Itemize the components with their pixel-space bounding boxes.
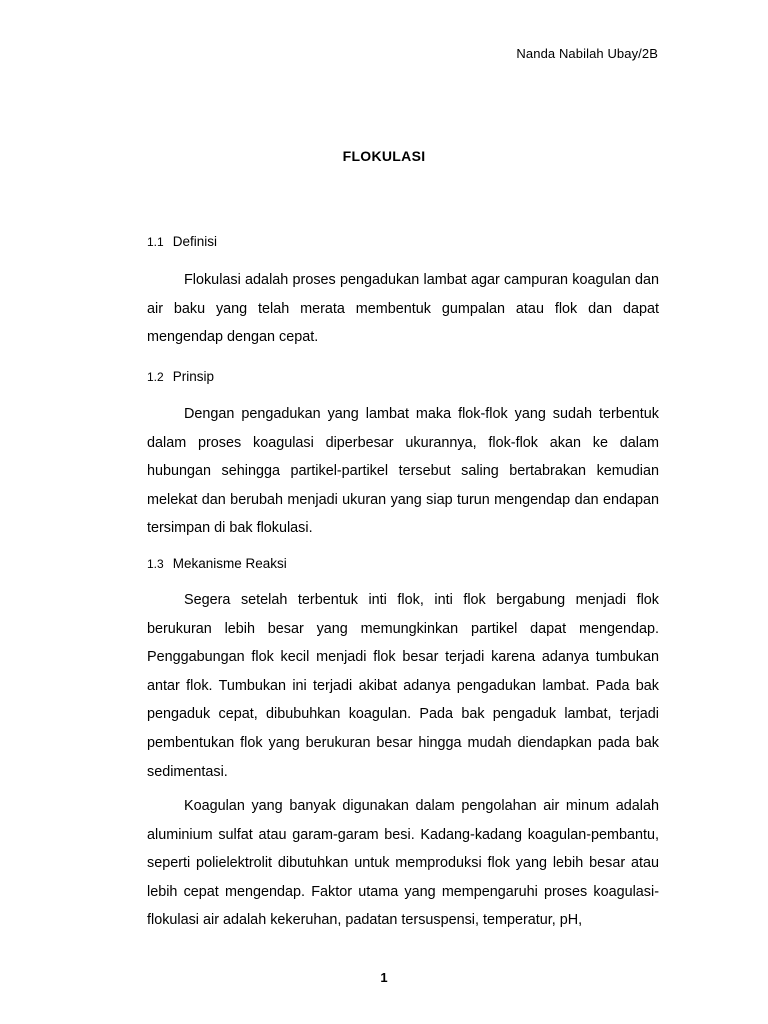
section-title: Mekanisme Reaksi: [172, 556, 287, 571]
page-number: 1: [380, 970, 388, 985]
section-title: Definisi: [172, 234, 218, 249]
section-body-mekanisme-reaksi-1: [147, 586, 659, 786]
paragraph: Segera setelah terbentuk inti flok, inti flok bergabung menjadi flok berukuran lebih besar yang memungkinkan partikel dapat mengendap. Penggabungan flok kecil menjadi flok besar terjadi karena adanya tumbukan antar flok. Tumbukan ini terjadi akibat adanya pengadukan lambat. Pada bak pengaduk cepat, dibubuhkan koagulan. Pada bak pengaduk lambat, terjadi pembentukan flok yang berukuran besar hingga mudah diendapkan pada bak sedimentasi.: [147, 592, 659, 780]
section-body-mekanisme-reaksi-2: [147, 792, 659, 935]
section-number: 1.3: [147, 557, 164, 571]
paragraph: Koagulan yang banyak digunakan dalam pengolahan air minum adalah aluminium sulfat atau garam-garam besi. Kadang-kadang koagulan-pembantu, seperti polielektrolit dibutuhkan untuk memproduksi flok yang lebih besar atau lebih cepat mengendap. Faktor utama yang mempengaruhi proses koagulasi-flokulasi air adalah kekeruhan, padatan tersuspensi, temperatur, pH,: [147, 798, 659, 929]
section-heading-prinsip: [147, 369, 214, 384]
section-number: 1.2: [147, 370, 164, 384]
section-number: 1.1: [147, 235, 164, 249]
header-author: Nanda Nabilah Ubay/2B: [516, 46, 658, 61]
section-body-definisi: [147, 266, 659, 352]
section-body-prinsip: [147, 400, 659, 543]
section-heading-mekanisme-reaksi: [147, 556, 287, 571]
paragraph: Flokulasi adalah proses pengadukan lambat agar campuran koagulan dan air baku yang telah merata membentuk gumpalan atau flok dan dapat mengendap dengan cepat.: [147, 272, 659, 346]
section-title: Prinsip: [172, 369, 215, 384]
section-heading-definisi: [147, 234, 217, 249]
paragraph: Dengan pengadukan yang lambat maka flok-flok yang sudah terbentuk dalam proses koagulasi diperbesar ukurannya, flok-flok akan ke dalam hubungan sehingga partikel-partikel tersebut saling bertabrakan kemudian melekat dan berubah menjadi ukuran yang siap turun mengendap dan endapan tersimpan di bak flokulasi.: [147, 406, 659, 537]
document-title: FLOKULASI: [342, 148, 426, 164]
